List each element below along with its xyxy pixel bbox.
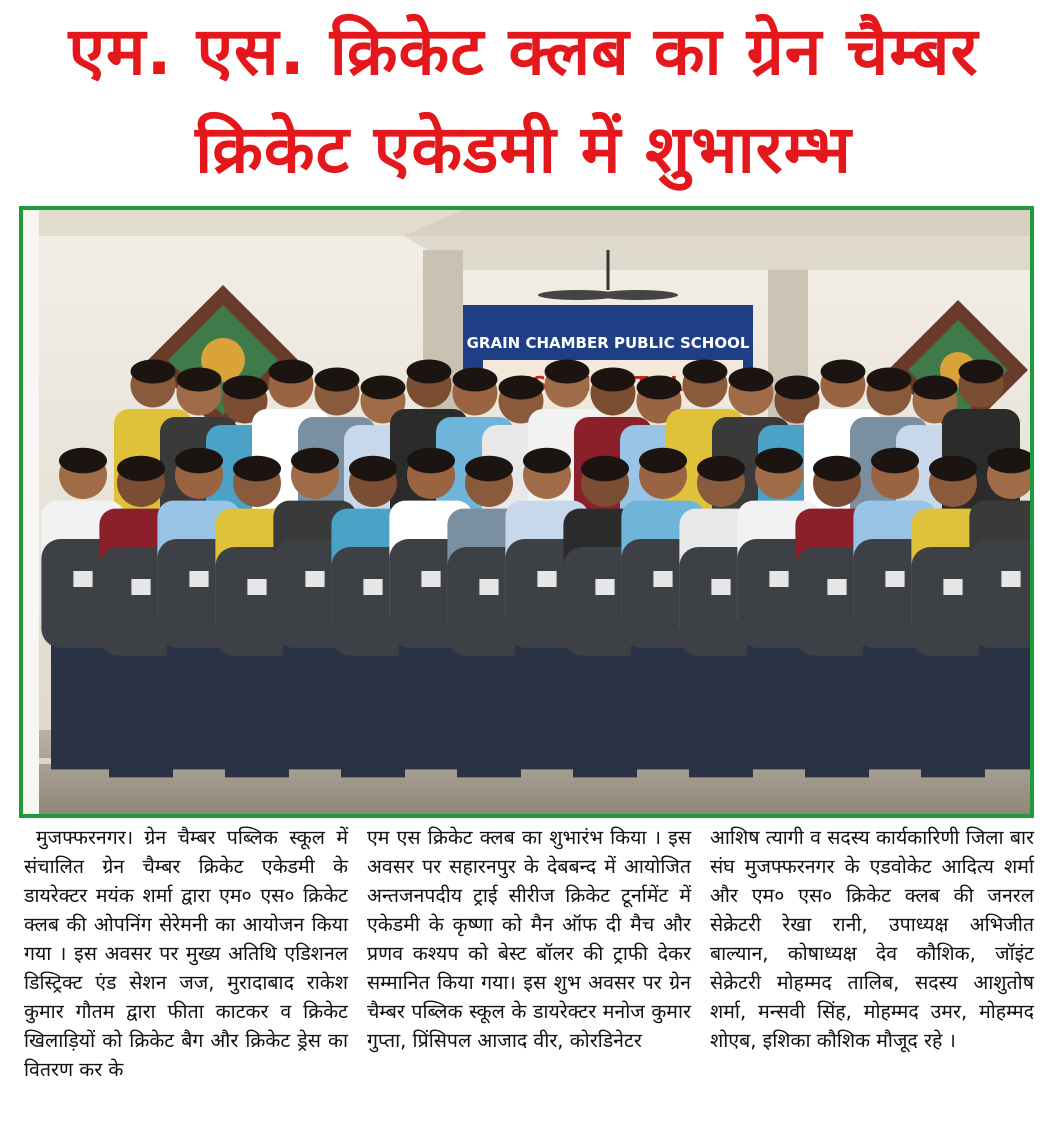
- group-photo-illustration: [23, 210, 1030, 814]
- headline-line-2: क्रिकेट एकेडमी में शुभारम्भ: [195, 111, 852, 188]
- article-paragraph: मुजफ्फरनगर। ग्रेन चैम्बर पब्लिक स्कूल में संचालित ग्रेन चैम्बर क्रिकेट एकेडमी के डायरेक्टर मयंक शर्मा द्वारा एम० एस० क्रिकेट क्लब की ओपनिंग सेरेमनी का आयोजन किया गया । इस अवसर पर मुख्य अतिथि एडिशनल डिस्ट्रिक्ट एंड सेशन जज, मुरादाबाद राकेश कुमार गौतम द्वारा फीता काटकर व क्रिकेट खिलाड़ियों को क्रिकेट बैग और क्रिकेट ड्रेस का वितरण कर के: [24, 826, 348, 1081]
- headline-line-1: एम. एस. क्रिकेट क्लब का ग्रेन चैम्बर: [68, 13, 979, 90]
- article-column-2: [367, 823, 691, 1133]
- article-column-3: [710, 823, 1034, 1133]
- svg-text:GRAIN CHAMBER PUBLIC SCHOOL: GRAIN CHAMBER PUBLIC SCHOOL: [466, 334, 750, 352]
- article-paragraph: एम एस क्रिकेट क्लब का शुभारंभ किया । इस अवसर पर सहारनपुर के देबबन्द में आयोजित अन्तजनपदीय ट्राई सीरीज क्रिकेट टूर्नामेंट में एकेडमी के कृष्णा को मैन ऑफ दी मैच और प्रणव कश्यप को बेस्ट बॉलर की ट्राफी देकर सम्मानित किया गया। इस शुभ अवसर पर ग्रेन चैम्बर पब्लिक स्कूल के डायरेक्टर मनोज कुमार गुप्ता, प्रिंसिपल आजाद वीर, कोरडिनेटर: [367, 826, 691, 1052]
- article-paragraph: आशिष त्यागी व सदस्य कार्यकारिणी जिला बार संघ मुजफ्फरनगर के एडवोकेट आदित्य शर्मा और एम० एस० क्रिकेट क्लब की जनरल सेक्रेटरी रेखा रानी, उपाध्यक्ष अभिजीत बाल्यान, कोषाध्यक्ष देव कौशिक, जॉइंट सेक्रेटरी मोहम्मद तालिब, सदस्य आशुतोष शर्मा, मन्सवी सिंह, मोहम्मद उमर, मोहम्मद शोएब, इशिका कौशिक मौजूद रहे ।: [710, 826, 1034, 1052]
- news-photo: [19, 206, 1034, 818]
- article-column-1: [24, 823, 348, 1133]
- article-body: [24, 823, 1034, 1133]
